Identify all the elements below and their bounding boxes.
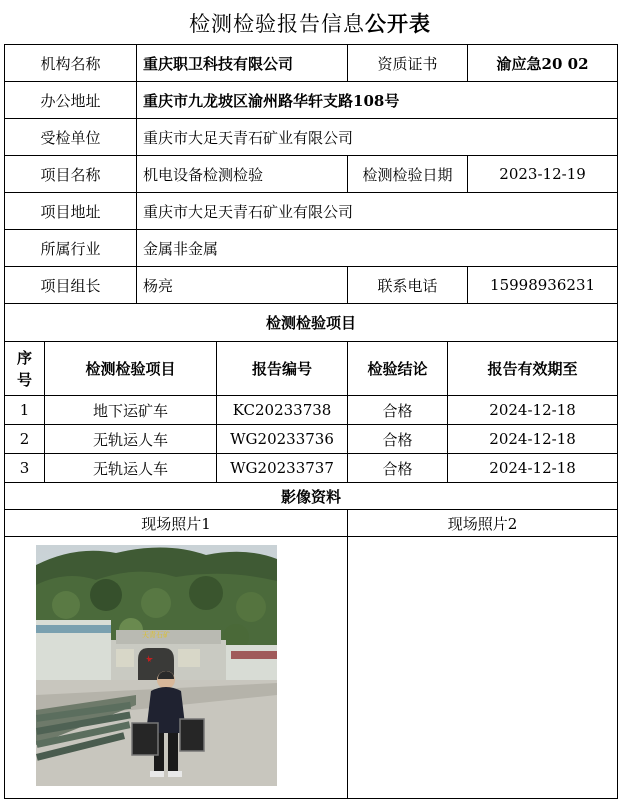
photo1-cell	[5, 537, 348, 799]
leader-label: 项目组长	[5, 267, 137, 304]
row-report: WG20233736	[217, 425, 348, 454]
cert-value: 渝应急20 02	[468, 45, 618, 82]
industry-label: 所属行业	[5, 230, 137, 267]
table-row	[5, 425, 618, 454]
row-report: WG20233737	[217, 454, 348, 483]
row-seq: 1	[5, 396, 45, 425]
table-row	[5, 396, 618, 425]
table-row	[5, 454, 618, 483]
row-report: KC20233738	[217, 396, 348, 425]
org-label: 机构名称	[5, 45, 137, 82]
header-valid: 报告有效期至	[448, 342, 618, 396]
org-value: 重庆职卫科技有限公司	[137, 45, 348, 82]
row-item: 无轨运人车	[45, 425, 217, 454]
date-value: 2023-12-19	[468, 156, 618, 193]
row-item: 无轨运人车	[45, 454, 217, 483]
row-result: 合格	[348, 425, 448, 454]
client-label: 受检单位	[5, 119, 137, 156]
title-bold-text: 公开表	[365, 11, 431, 36]
date-label: 检测检验日期	[348, 156, 468, 193]
photo2-label: 现场照片2	[348, 510, 618, 537]
photo-sign-text: 天青石矿	[142, 631, 170, 639]
photo2-cell	[348, 537, 618, 799]
site-photo-1-image	[36, 545, 277, 786]
row-result: 合格	[348, 454, 448, 483]
row-valid: 2024-12-18	[448, 454, 618, 483]
row-seq: 3	[5, 454, 45, 483]
row-valid: 2024-12-18	[448, 425, 618, 454]
leader-value: 杨亮	[137, 267, 348, 304]
row-item: 地下运矿车	[45, 396, 217, 425]
header-item: 检测检验项目	[45, 342, 217, 396]
photo1-label: 现场照片1	[5, 510, 348, 537]
title-text: 检测检验报告信息	[189, 12, 365, 36]
items-section-title: 检测检验项目	[5, 304, 618, 342]
site-label: 项目地址	[5, 193, 137, 230]
phone-label: 联系电话	[348, 267, 468, 304]
row-seq: 2	[5, 425, 45, 454]
addr-value: 重庆市九龙坡区渝州路华轩支路108号	[137, 82, 618, 119]
header-report: 报告编号	[217, 342, 348, 396]
page-title	[0, 8, 620, 38]
client-value: 重庆市大足天青石矿业有限公司	[137, 119, 618, 156]
industry-value: 金属非金属	[137, 230, 618, 267]
site-value: 重庆市大足天青石矿业有限公司	[137, 193, 618, 230]
images-section-title: 影像资料	[5, 483, 618, 510]
project-value: 机电设备检测检验	[137, 156, 348, 193]
site-photo-1	[36, 545, 277, 786]
row-result: 合格	[348, 396, 448, 425]
header-seq: 序号	[5, 342, 45, 396]
report-info-table	[4, 44, 618, 799]
row-valid: 2024-12-18	[448, 396, 618, 425]
phone-value: 15998936231	[468, 267, 618, 304]
cert-label: 资质证书	[348, 45, 468, 82]
header-result: 检验结论	[348, 342, 448, 396]
project-label: 项目名称	[5, 156, 137, 193]
addr-label: 办公地址	[5, 82, 137, 119]
